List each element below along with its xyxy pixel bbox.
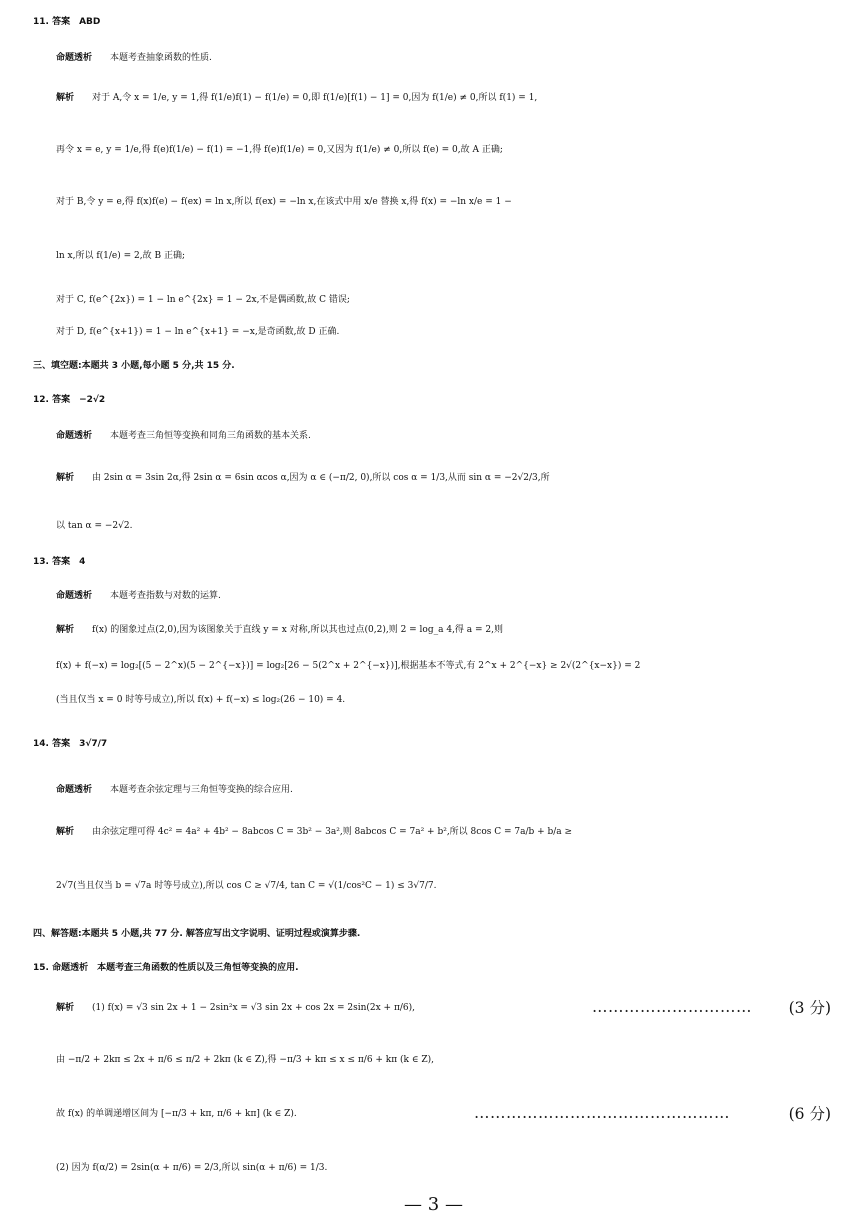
line-text: 本题考查余弦定理与三角恒等变换的综合应用. <box>110 785 293 795</box>
line-text: (1) f(x) = √3 sin 2x + 1 − 2sin²x = √3 sin 2x + cos 2x = 2sin(2x + π/6), <box>92 1003 415 1013</box>
text-line <box>56 1102 867 1126</box>
text-line <box>56 584 867 608</box>
line-text: 对于 D, f(e^{x+1}) = 1 − ln e^{x+1} = −x,是奇函数,故 D 正确. <box>56 327 340 337</box>
line-text: 三、填空题:本题共 3 小题,每小题 5 分,共 15 分. <box>33 361 235 371</box>
text-line <box>56 874 867 898</box>
text-line <box>56 514 867 538</box>
line-text: 四、解答题:本题共 5 小题,共 77 分. 解答应写出文字说明、证明过程或演算步骤. <box>33 929 361 939</box>
text-line <box>56 820 867 844</box>
text-line <box>56 190 867 214</box>
text-line <box>56 618 867 642</box>
text-line <box>56 320 867 344</box>
section-label: 解析 <box>56 1003 75 1013</box>
line-text: f(x) + f(−x) = log₂[(5 − 2^x)(5 − 2^{−x})] = log₂[26 − 5(2^x + 2^{−x})],根据基本不等式,有 2^x + 2^{−x} ≥ 2√(2^{x−x}) = 2 <box>56 661 641 671</box>
line-text: 本题考查抽象函数的性质. <box>110 53 212 63</box>
line-text: 本题考查三角恒等变换和同角三角函数的基本关系. <box>110 431 311 441</box>
section-label: 命题透析 <box>56 53 93 63</box>
line-text: f(x) 的图象过点(2,0),因为该图象关于直线 y = x 对称,所以其也过点(0,2),则 2 = log_a 4,得 a = 2,则 <box>92 625 504 635</box>
line-text: 由余弦定理可得 4c² = 4a² + 4b² − 8abcos C = 3b² − 3a²,则 8abcos C = 7a² + b²,所以 8cos C = 7a/b + b/a ≥ <box>92 827 573 837</box>
line-text: 对于 A,令 x = 1/e, y = 1,得 f(1/e)f(1) − f(1/e) = 0,即 f(1/e)[f(1) − 1] = 0,因为 f(1/e) ≠ 0,所以 f(1) = 1, <box>92 93 538 103</box>
text-line <box>33 10 867 34</box>
line-text: 本题考查指数与对数的运算. <box>110 591 221 601</box>
text-line <box>56 1048 867 1072</box>
section-label: 命题透析 <box>56 785 93 795</box>
text-line <box>56 138 867 162</box>
section-label: 解析 <box>56 827 75 837</box>
text-line <box>56 466 867 490</box>
line-text: (当且仅当 x = 0 时等号成立),所以 f(x) + f(−x) ≤ log₂(26 − 10) = 4. <box>56 695 346 705</box>
text-line <box>33 388 867 412</box>
text-line <box>56 86 867 110</box>
line-text: 对于 C, f(e^{2x}) = 1 − ln e^{2x} = 1 − 2x,不是偶函数,故 C 错误; <box>56 295 350 305</box>
text-line <box>33 354 867 378</box>
text-line <box>56 46 867 70</box>
text-line <box>33 732 867 756</box>
text-line <box>56 244 867 268</box>
line-text: 15. 命题透析 本题考查三角函数的性质以及三角恒等变换的应用. <box>33 963 299 973</box>
text-line <box>33 922 867 946</box>
line-text: 故 f(x) 的单调递增区间为 [−π/3 + kπ, π/6 + kπ] (k ∈ Z). <box>56 1109 297 1119</box>
text-line <box>33 550 867 574</box>
line-text: 2√7(当且仅当 b = √7a 时等号成立),所以 cos C ≥ √7/4, tan C = √(1/cos²C − 1) ≤ 3√7/7. <box>56 881 437 891</box>
line-text: 12. 答案 −2√2 <box>33 395 106 405</box>
text-line <box>56 1156 867 1180</box>
leader-dots: ………………………………………… <box>474 1104 730 1122</box>
text-line <box>56 424 867 448</box>
line-text: 13. 答案 4 <box>33 557 86 567</box>
line-text: 以 tan α = −2√2. <box>56 521 133 531</box>
section-label: 解析 <box>56 473 75 483</box>
section-label: 命题透析 <box>56 431 93 441</box>
line-text: 11. 答案 ABD <box>33 17 101 27</box>
score-points: (6 分) <box>788 1105 831 1123</box>
text-line <box>33 956 867 980</box>
leader-dots: ………………………… <box>592 998 752 1016</box>
line-text: 再令 x = e, y = 1/e,得 f(e)f(1/e) − f(1) = −1,得 f(e)f(1/e) = 0,又因为 f(1/e) ≠ 0,所以 f(e) = 0,故 A 正确; <box>56 145 503 155</box>
section-label: 解析 <box>56 93 75 103</box>
line-text: 由 2sin α = 3sin 2α,得 2sin α = 6sin αcos α,因为 α ∈ (−π/2, 0),所以 cos α = 1/3,从而 sin α = −2√2/3,所 <box>92 473 550 483</box>
score-points: (3 分) <box>788 999 831 1017</box>
line-text: 由 −π/2 + 2kπ ≤ 2x + π/6 ≤ π/2 + 2kπ (k ∈ Z),得 −π/3 + kπ ≤ x ≤ π/6 + kπ (k ∈ Z), <box>56 1055 435 1065</box>
page-number: — 3 — <box>404 1194 463 1215</box>
text-line <box>56 688 867 712</box>
line-text: (2) 因为 f(α/2) = 2sin(α + π/6) = 2/3,所以 sin(α + π/6) = 1/3. <box>56 1163 328 1173</box>
text-line <box>56 654 867 678</box>
line-text: ln x,所以 f(1/e) = 2,故 B 正确; <box>56 251 185 261</box>
line-text: 14. 答案 3√7/7 <box>33 739 108 749</box>
text-line <box>56 288 867 312</box>
section-label: 解析 <box>56 625 75 635</box>
section-label: 命题透析 <box>56 591 93 601</box>
line-text: 对于 B,令 y = e,得 f(x)f(e) − f(ex) = ln x,所以 f(ex) = −ln x,在该式中用 x/e 替换 x,得 f(x) = −ln x/e = 1 − <box>56 197 512 207</box>
text-line <box>56 778 867 802</box>
